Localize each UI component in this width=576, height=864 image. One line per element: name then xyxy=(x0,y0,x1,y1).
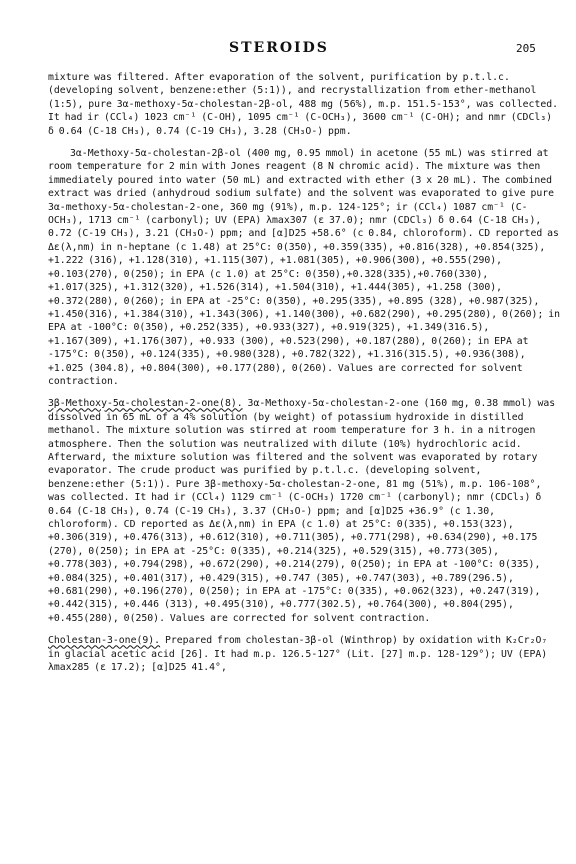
section-heading-compound-9: Cholestan-3-one(9). xyxy=(48,635,161,647)
paragraph-3-text: 3α-Methoxy-5α-cholestan-2-one (160 mg, 0.38 mmol) was dissolved in 65 mL of a 4% solution (by weight) of potassium hydroxide in distilled methanol. The mixture solution was stirred at room temperature for 3 h. in a nitrogen atmosphere. Then the solution was neutralized with dilute (10%) hydrochloric acid. Afterward, the mixture solution was filtered and the solvent was evaporated by rotary evaporator. The crude product was purified by p.t.l.c. (developing solvent, benzene:ether (5:1)). Pure 3β-methoxy-5α-cholestan-2-one, 81 mg (51%), m.p. 106-108°, was collected. It had ir (CCl₄) 1129 cm⁻¹ (C-OCH₃) 1720 cm⁻¹ (carbonyl); nmr (CDCl₃) δ 0.64 (C-18 CH₃), 0.74 (C-19 CH₃), 3.37 (CH₃O-) ppm; and [α]D25 +36.9° (c 1.30, chloroform). CD reported as Δε(λ,nm) in EPA (c 1.0) at 25°C: 0(335), +0.153(323), +0.306(319), +0.476(313), +0.612(310), +0.711(305), +0.771(298), +0.634(290), +0.175 (270), 0(250); in EPA at -25°C: 0(335), +0.214(325), +0.529(315), +0.773(305), +0.778(303), +0.794(298), +0.672(290), +0.214(279), 0(250); in EPA at -100°C: 0(335), +0.084(325), +0.401(317), +0.429(315), +0.747 (305), +0.747(303), +0.789(296.5), +0.681(290), +0.196(270), 0(250); in EPA at -175°C: 0(335), +0.062(323), +0.247(319), +0.442(315), +0.446 (313), +0.495(310), +0.777(302.5), +0.764(300), +0.804(295), +0.455(280), 0(250). Values are corrected for solvent contraction. xyxy=(48,398,556,624)
paragraph-4 xyxy=(48,634,562,674)
section-heading-compound-8: 3β-Methoxy-5α-cholestan-2-one(8). xyxy=(48,398,243,410)
paragraph-1-text: mixture was filtered. After evaporation of the solvent, purification by p.t.l.c. (developing solvent, benzene:ether (5:1)), and recrystallization from ether-methanol (1:5), pure 3α-methoxy-5α-cholestan-2β-ol, 488 mg (56%), m.p. 151.5-153°, was collected. It had ir (CCl₄) 1023 cm⁻¹ (C-OH), 1095 cm⁻¹ (C-OCH₃), 3600 cm⁻¹ (C-OH); and nmr (CDCl₃) δ 0.64 (C-18 CH₃), 0.74 (C-19 CH₃), 3.28 (CH₃O-) ppm. xyxy=(48,72,559,137)
page-header xyxy=(0,40,576,64)
paragraph-1 xyxy=(48,71,562,138)
paragraph-4-text: Prepared from cholestan-3β-ol (Winthrop) by oxidation with K₂Cr₂O₇ in glacial acetic acid [26]. It had m.p. 126.5-127° (Lit. [27] m.p. 128-129°); UV (EPA) λmax285 (ε 17.2); [α]D25 41.4°, xyxy=(48,635,548,674)
running-title: STEROIDS xyxy=(229,40,329,56)
paragraph-3 xyxy=(48,397,562,625)
body-text xyxy=(48,71,562,683)
paragraph-2 xyxy=(48,147,562,388)
page-number: 205 xyxy=(516,42,536,55)
paragraph-2-text: 3α-Methoxy-5α-cholestan-2β-ol (400 mg, 0.95 mmol) in acetone (55 mL) was stirred at room temperature for 2 min with Jones reagent (8 N chromic acid). The mixture was then immediately poured into water (50 mL) and extracted with ether (3 x 20 mL). The combined extract was dried (anhydroud sodium sulfate) and the solvent was evaporated to give pure 3α-methoxy-5α-cholestan-2-one, 360 mg (91%), m.p. 124-125°; ir (CCl₄) 1087 cm⁻¹ (C-OCH₃), 1713 cm⁻¹ (carbonyl); UV (EPA) λmax307 (ε 37.0); nmr (CDCl₃) δ 0.64 (C-18 CH₃), 0.72 (C-19 CH₃), 3.21 (CH₃O-) ppm; and [α]D25 +58.6° (c 0.84, chloroform). CD reported as Δε(λ,nm) in n-heptane (c 1.48) at 25°C: 0(350), +0.359(335), +0.816(328), +0.854(325), +1.222 (316), +1.128(310), +1.115(307), +1.081(305), +0.906(300), +0.555(290), +0.103(270), 0(250); in EPA (c 1.0) at 25°C: 0(350),+0.328(335),+0.760(330), +1.017(325), +1.312(320), +1.526(314), +1.504(310), +1.444(305), +1.258 (300), +0.372(280), 0(260); in EPA at -25°C: 0(350), +0.295(335), +0.895 (328), +0.987(325), +1.450(316), +1.384(310), +1.343(306), +1.140(300), +0.682(290), +0.295(280), 0(260); in EPA at -100°C: 0(350), +0.252(335), +0.933(327), +0.919(325), +1.349(316.5), +1.167(309), +1.176(307), +0.933 (300), +0.523(290), +0.187(280), 0(260); in EPA at -175°C: 0(350), +0.124(335), +0.980(328), +0.782(322), +1.316(315.5), +0.936(308), +1.025 (304.8), +0.804(300), +0.177(280), 0(260). Values are corrected for solvent contraction. xyxy=(48,148,561,387)
